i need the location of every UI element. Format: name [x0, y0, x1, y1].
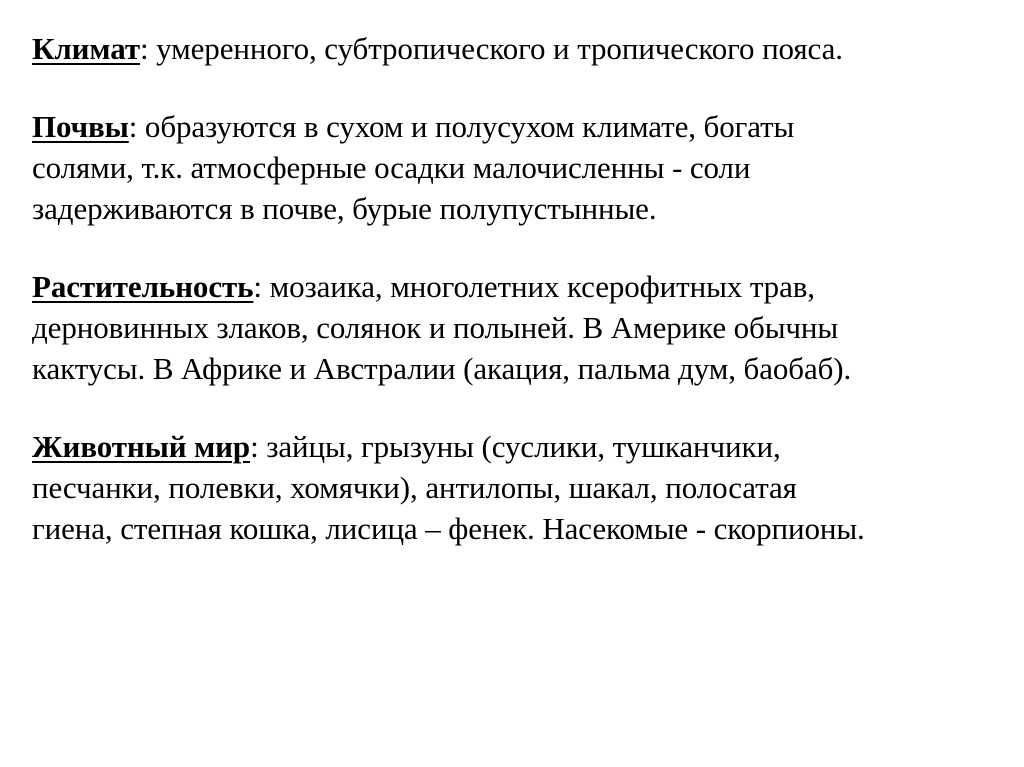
fauna-line-1	[32, 426, 992, 467]
vegetation-line-1	[32, 266, 992, 307]
climate-paragraph	[32, 28, 992, 69]
soils-text-1: : образуются в сухом и полусухом климате, богаты	[128, 109, 795, 144]
slide-content	[32, 28, 992, 586]
fauna-text-1: : зайцы, грызуны (суслики, тушканчики,	[250, 429, 781, 464]
soils-paragraph	[32, 106, 992, 229]
climate-term: Климат	[32, 31, 140, 66]
vegetation-text-1: : мозаика, многолетних ксерофитных трав,	[253, 269, 815, 304]
soils-line-2: солями, т.к. атмосферные осадки малочисленны - соли	[32, 150, 751, 185]
vegetation-line-2: дерновинных злаков, солянок и полыней. В Америке обычны	[32, 310, 839, 345]
soils-line-3: задерживаются в почве, бурые полупустынные.	[32, 191, 657, 226]
vegetation-paragraph	[32, 266, 992, 389]
soils-term: Почвы	[32, 109, 129, 144]
climate-line-1	[32, 28, 992, 69]
climate-text: : умеренного, субтропического и тропического пояса.	[139, 31, 843, 66]
fauna-paragraph	[32, 426, 992, 549]
fauna-line-3: гиена, степная кошка, лисица – фенек. Насекомые - скорпионы.	[32, 511, 865, 546]
fauna-line-2: песчанки, полевки, хомячки), антилопы, шакал, полосатая	[32, 470, 797, 505]
vegetation-line-3: кактусы. В Африке и Австралии (акация, пальма дум, баобаб).	[32, 351, 852, 386]
vegetation-term: Растительность	[32, 269, 254, 304]
fauna-term: Животный мир	[32, 429, 251, 464]
soils-line-1	[32, 106, 992, 147]
